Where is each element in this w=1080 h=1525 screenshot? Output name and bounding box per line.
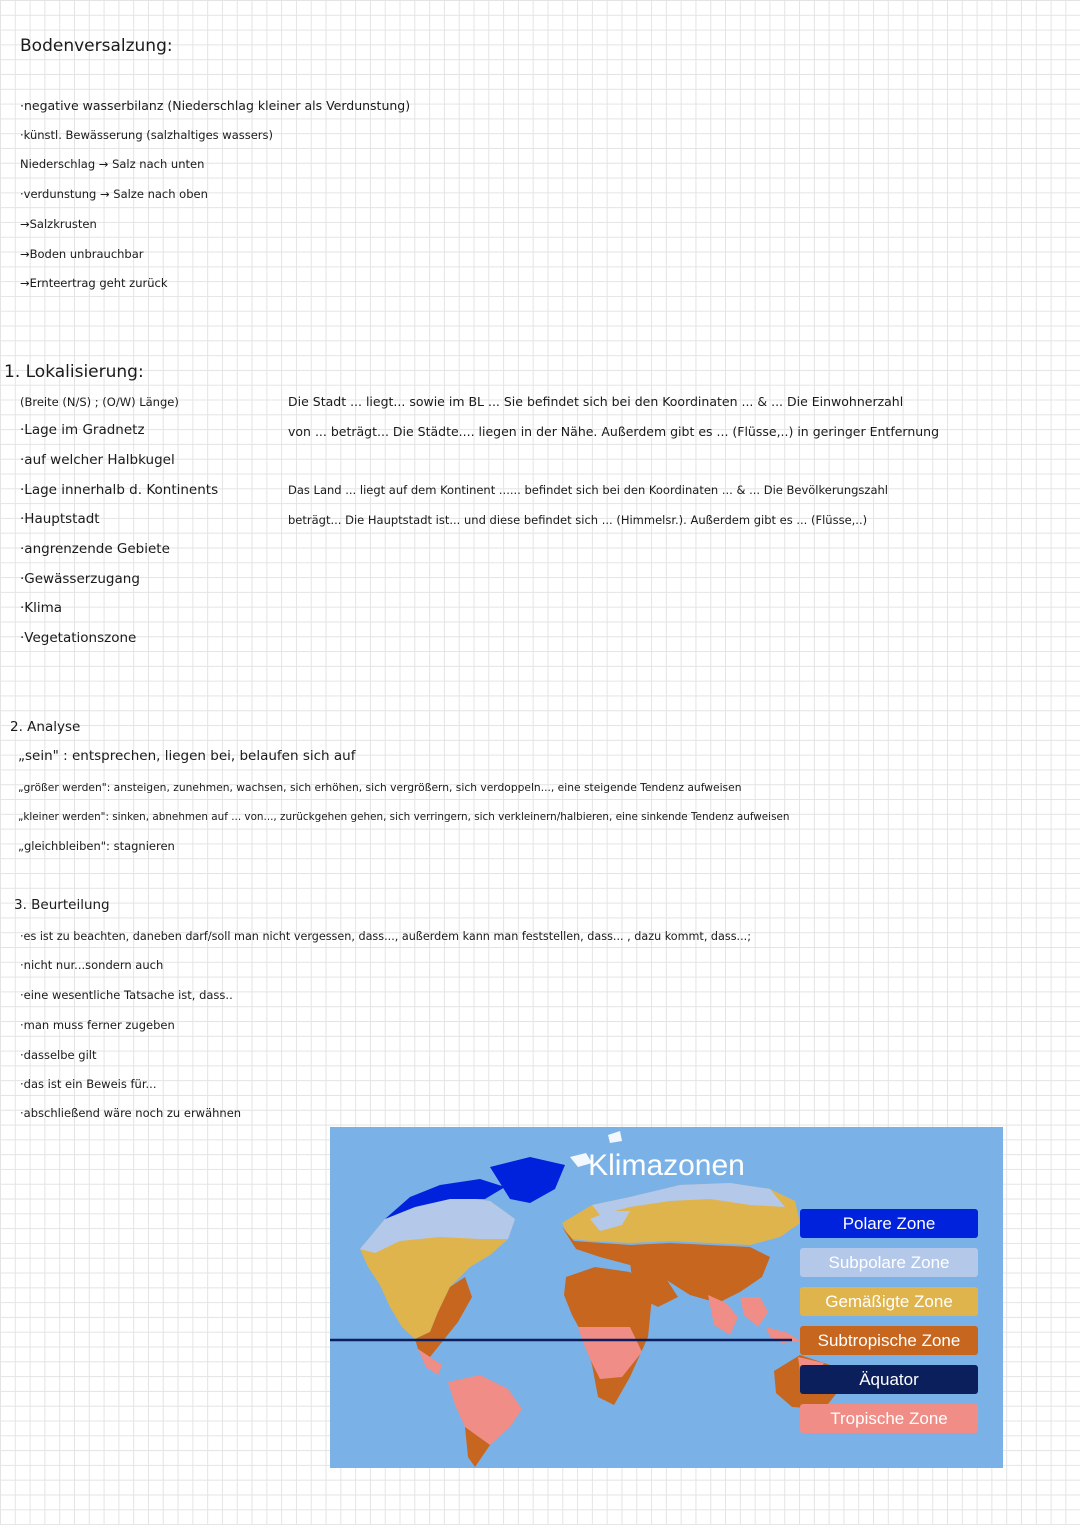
lokalisierung-item: (Breite (N/S) ; (O/W) Länge) [20, 395, 179, 409]
analyse-line: „kleiner werden": sinken, abnehmen auf ... von..., zurückgehen gehen, sich verringern, sich verkleinern/halbieren, eine sinkende Tendenz aufweisen [18, 811, 790, 823]
analyse-line: „größer werden": ansteigen, zunehmen, wachsen, sich erhöhen, sich vergrößern, sich verdoppeln..., eine steigende Tendenz aufweisen [18, 781, 742, 794]
lokalisierung-item: ·Lage im Gradnetz [20, 422, 145, 438]
legend-subpolar-zone: Subpolare Zone [800, 1248, 978, 1277]
bodenversalzung-item: →Salzkrusten [20, 217, 97, 231]
analyse-title: 2. Analyse [10, 719, 81, 735]
climate-zones-figure [330, 1127, 1003, 1468]
lokalisierung-item: ·Vegetationszone [20, 630, 137, 646]
land-description-line: beträgt... Die Hauptstadt ist... und diese befindet sich ... (Himmelsr.). Außerdem gibt es ... (Flüsse,..) [288, 513, 868, 527]
beurteilung-item: ·nicht nur...sondern auch [20, 958, 164, 972]
lokalisierung-item: ·auf welcher Halbkugel [20, 452, 175, 468]
beurteilung-title: 3. Beurteilung [14, 897, 110, 913]
bodenversalzung-item: ·künstl. Bewässerung (salzhaltiges wassers) [20, 128, 274, 142]
lokalisierung-item: ·angrenzende Gebiete [20, 541, 170, 557]
arctic-island [608, 1131, 622, 1143]
beurteilung-item: ·abschließend wäre noch zu erwähnen [20, 1106, 242, 1120]
bodenversalzung-item: Niederschlag → Salz nach unten [20, 157, 205, 171]
lokalisierung-item: ·Klima [20, 600, 63, 616]
beurteilung-item: ·dasselbe gilt [20, 1048, 97, 1062]
land-description-line: Das Land ... liegt auf dem Kontinent ...... befindet sich bei den Koordinaten ... & ... Die Bevölkerungszahl [288, 483, 888, 497]
legend-subtropical-zone: Subtropische Zone [800, 1326, 978, 1355]
map-title: Klimazonen [588, 1149, 745, 1182]
bodenversalzung-item: →Ernteertrag geht zurück [20, 276, 168, 290]
lokalisierung-item: ·Gewässerzugang [20, 571, 140, 587]
bodenversalzung-item: →Boden unbrauchbar [20, 247, 144, 261]
beurteilung-item: ·eine wesentliche Tatsache ist, dass.. [20, 988, 233, 1002]
bodenversalzung-item: ·negative wasserbilanz (Niederschlag kleiner als Verdunstung) [20, 98, 411, 113]
stadt-description-line: Die Stadt ... liegt... sowie im BL ... Sie befindet sich bei den Koordinaten ... & ... Die Einwohnerzahl [288, 394, 904, 409]
analyse-line: „gleichbleiben": stagnieren [18, 839, 175, 853]
legend-temperate-zone: Gemäßigte Zone [800, 1287, 978, 1316]
africa [564, 1267, 652, 1405]
bodenversalzung-item: ·verdunstung → Salze nach oben [20, 187, 208, 201]
stadt-description-line: von ... beträgt... Die Städte.... liegen in der Nähe. Außerdem gibt es ... (Flüsse,..) in geringer Entfernung [288, 424, 940, 439]
analyse-line: „sein" : entsprechen, liegen bei, belaufen sich auf [18, 748, 356, 764]
lokalisierung-item: ·Hauptstadt [20, 511, 100, 527]
lokalisierung-title: 1. Lokalisierung: [4, 362, 144, 382]
bodenversalzung-title: Bodenversalzung: [20, 36, 173, 56]
north-america [360, 1157, 565, 1375]
lokalisierung-item: ·Lage innerhalb d. Kontinents [20, 482, 219, 498]
legend-equator: Äquator [800, 1365, 978, 1394]
beurteilung-item: ·das ist ein Beweis für... [20, 1077, 157, 1091]
legend-polar-zone: Polare Zone [800, 1209, 978, 1238]
legend-tropical-zone: Tropische Zone [800, 1404, 978, 1433]
beurteilung-item: ·es ist zu beachten, daneben darf/soll man nicht vergessen, dass..., außerdem kann man feststellen, dass... , dazu kommt, dass...; [20, 930, 751, 943]
south-america [448, 1375, 522, 1467]
beurteilung-item: ·man muss ferner zugeben [20, 1018, 175, 1032]
